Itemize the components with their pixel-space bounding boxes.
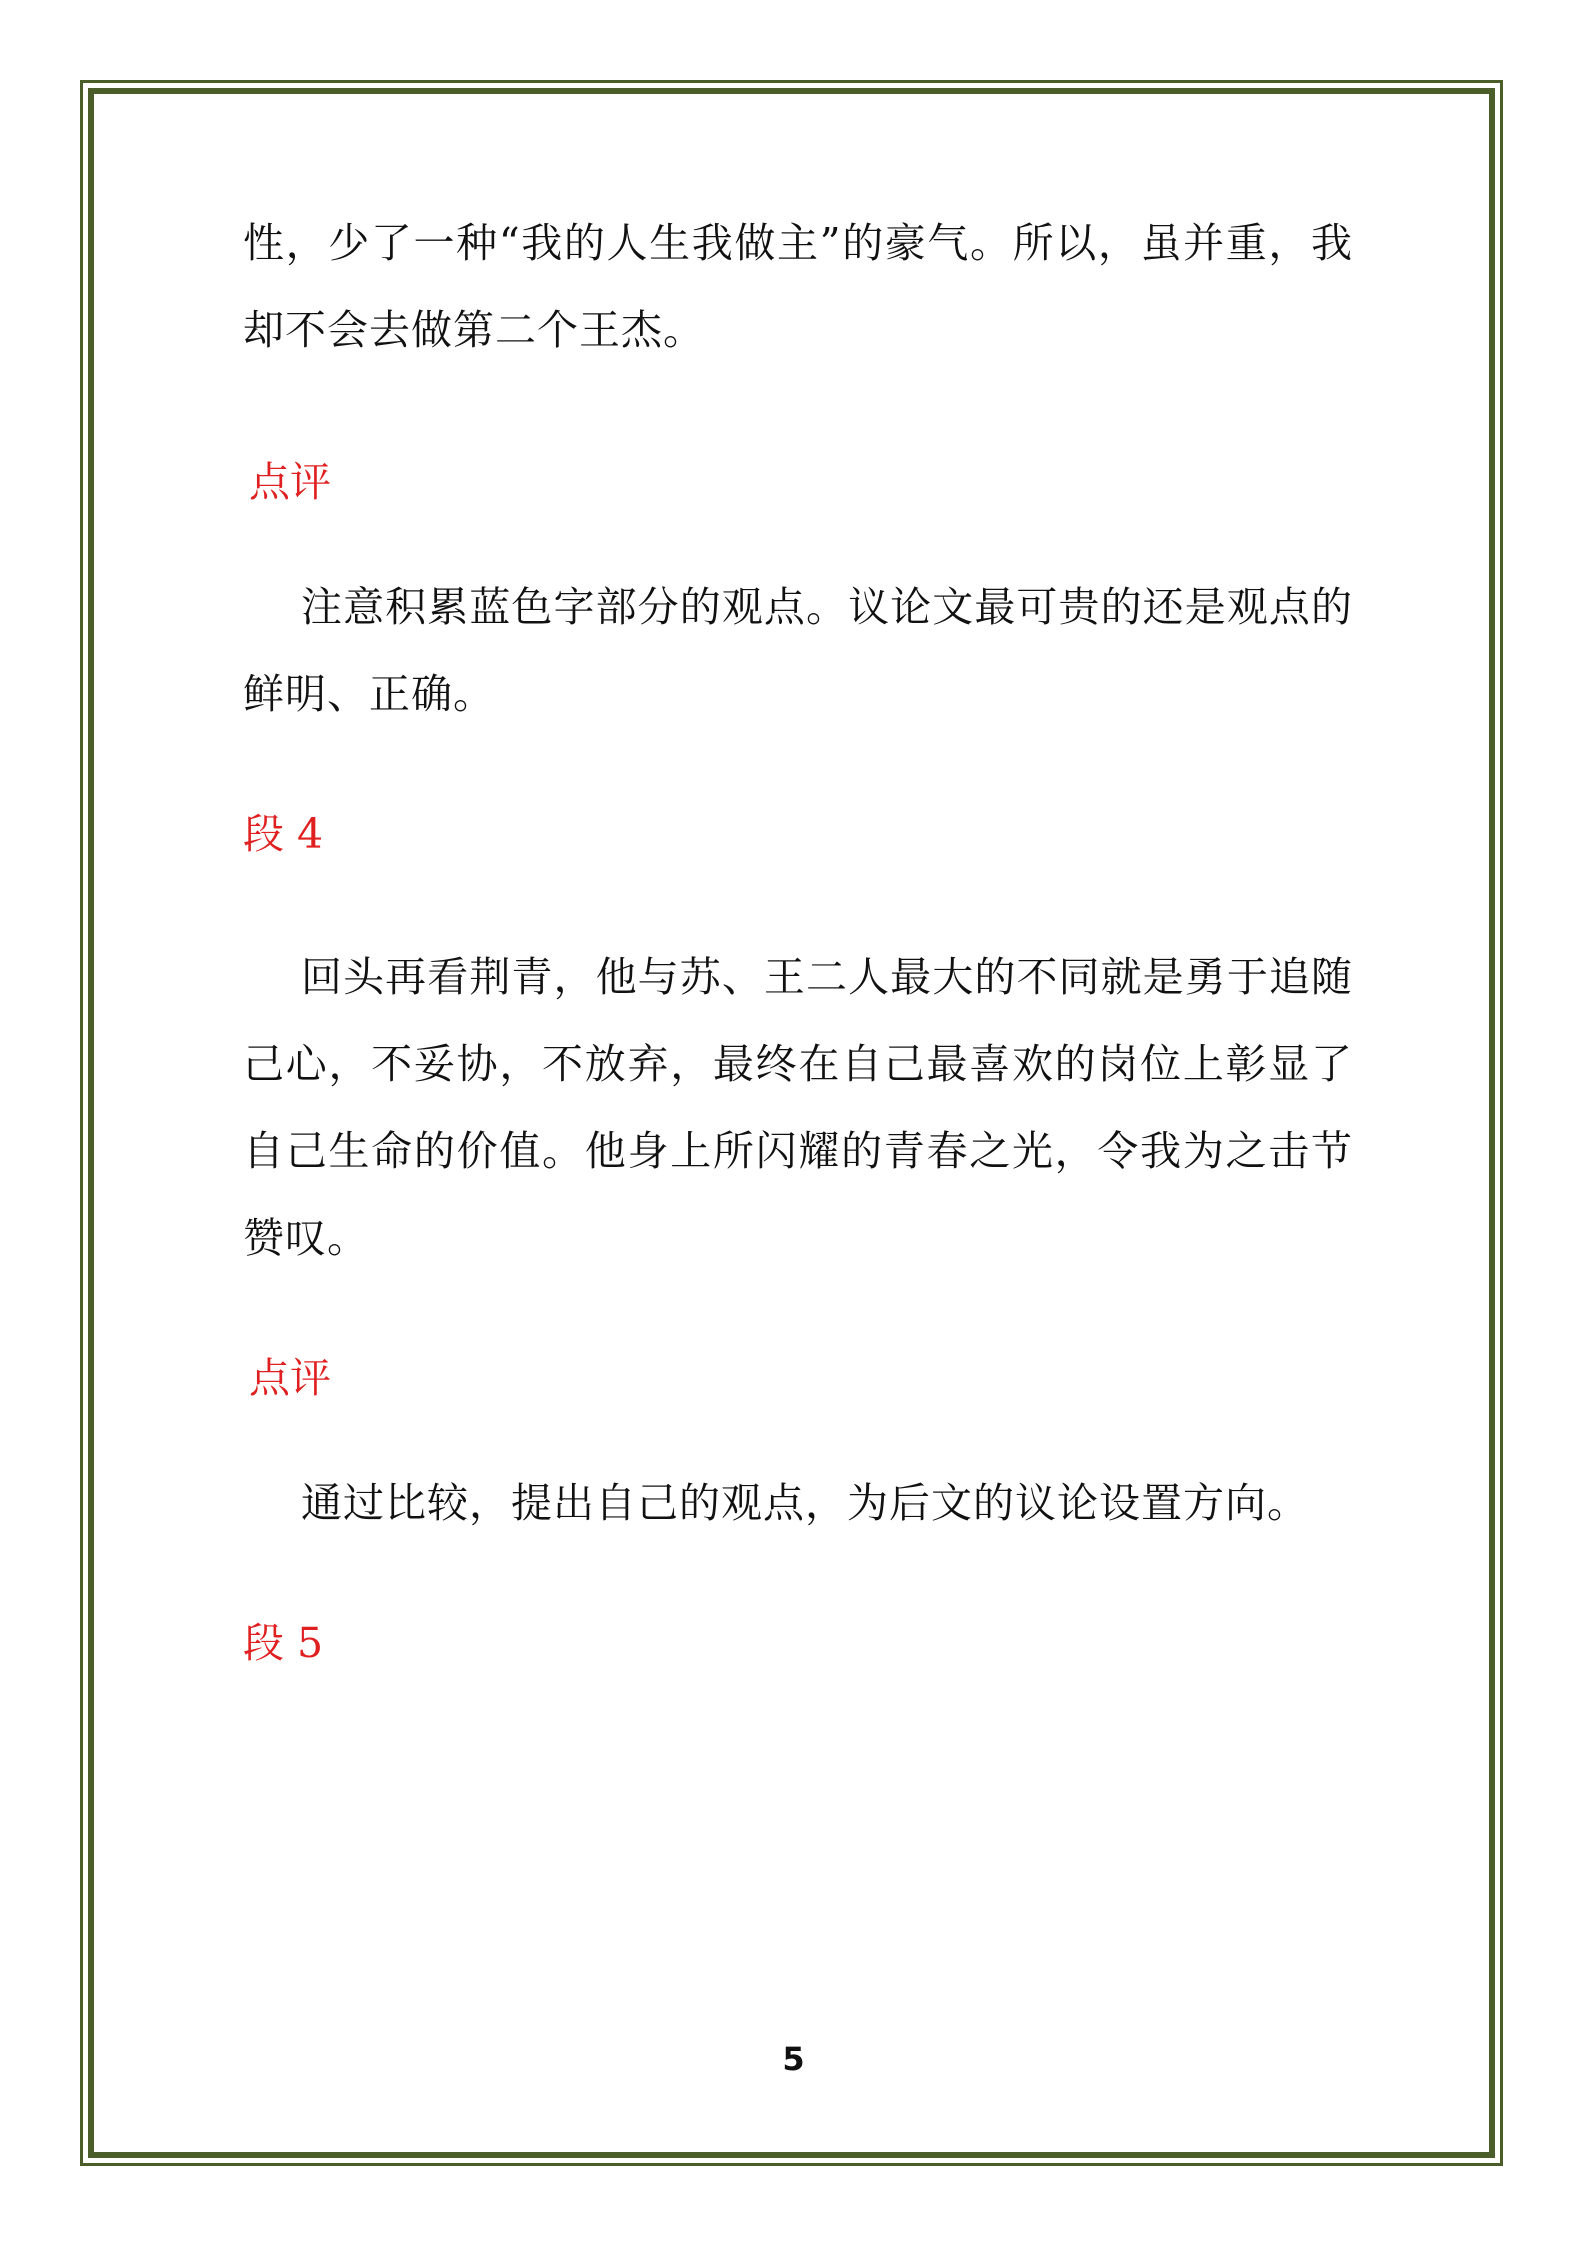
document-body xyxy=(243,200,1353,1673)
section-label-5: 段 5 xyxy=(243,1619,324,1667)
comment-text: 通过比较，提出自己的观点，为后文的议论设置方向。 xyxy=(301,1479,1309,1527)
section-label-4: 段 4 xyxy=(243,810,324,858)
page-number: 5 xyxy=(782,2040,805,2078)
paragraph-continuation: 性，少了一种“我的人生我做主”的豪气。所以，虽并重，我却不会去做第二个王杰。 xyxy=(243,219,1353,354)
comment-label: 点评 xyxy=(249,1354,331,1402)
comment-label: 点评 xyxy=(249,458,331,506)
comment-text: 注意积累蓝色字部分的观点。议论文最可贵的还是观点的鲜明、正确。 xyxy=(243,583,1353,718)
paragraph-4: 回头再看荆青，他与苏、王二人最大的不同就是勇于追随己心，不妥协，不放弃，最终在自己最喜欢的岗位上彰显了自己生命的价值。他身上所闪耀的青春之光，令我为之击节赞叹。 xyxy=(243,953,1353,1262)
